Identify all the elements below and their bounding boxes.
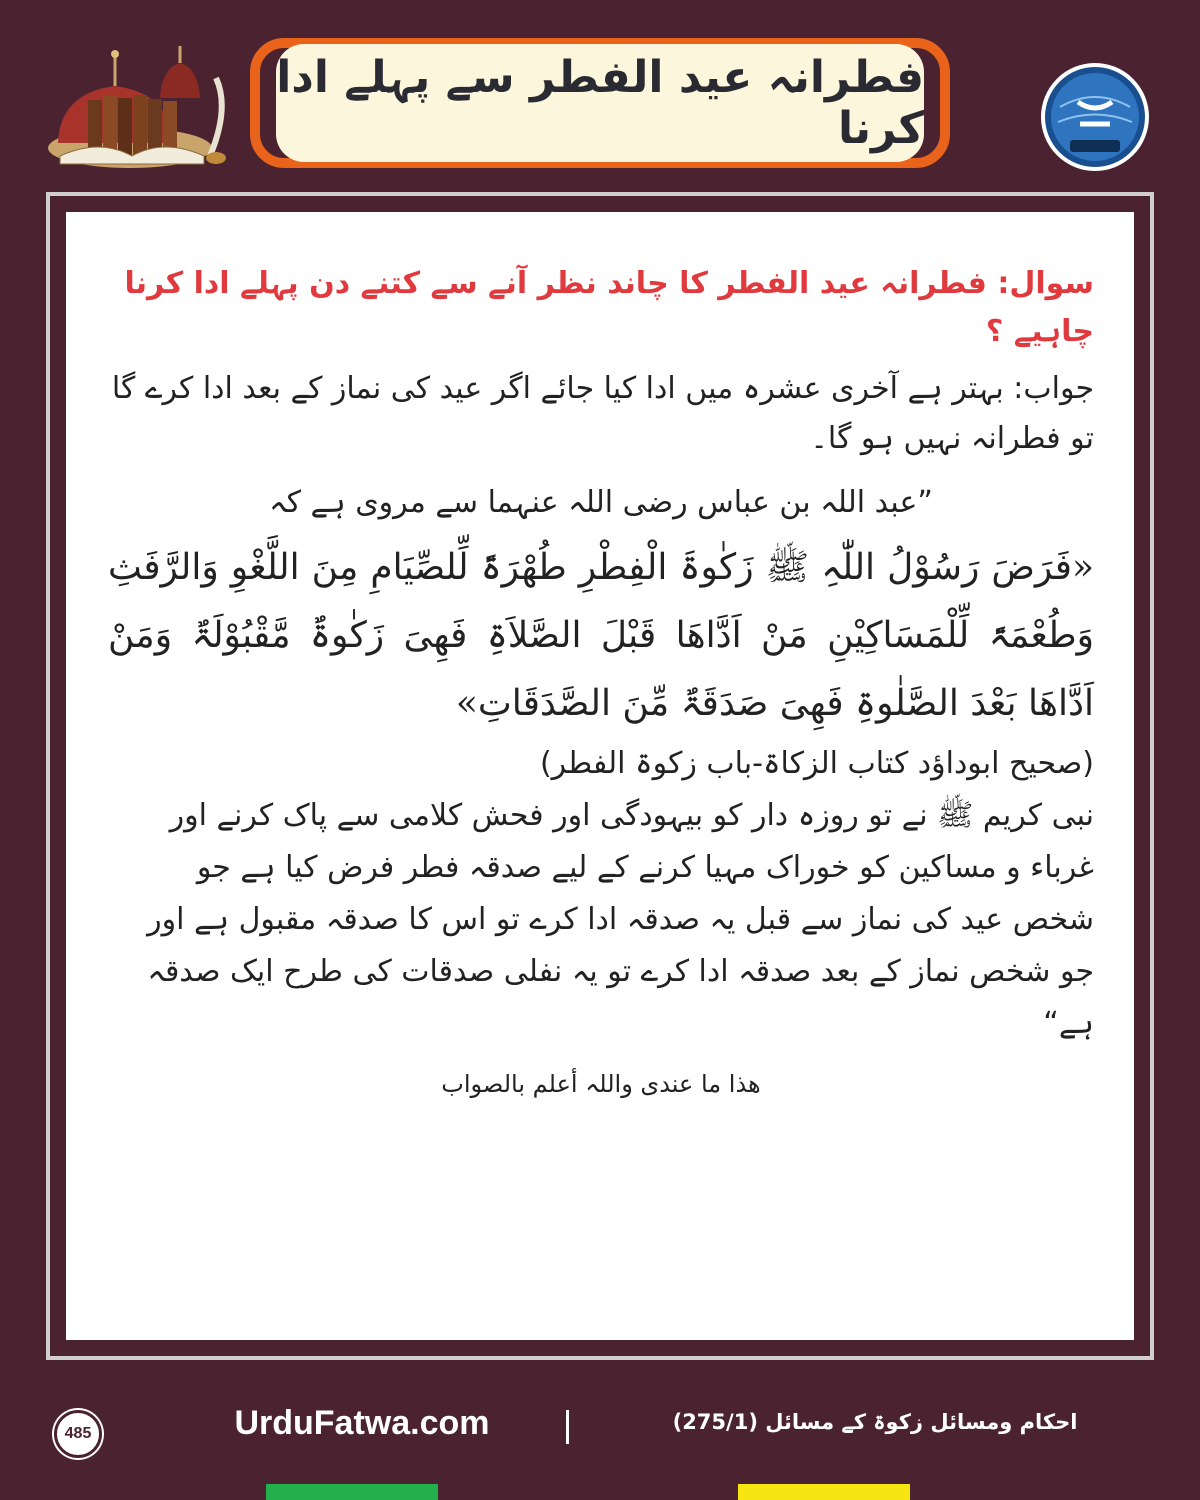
closing-text: ھذا ما عندی واللہ أعلم بالصواب [441, 1070, 761, 1098]
website-link[interactable]: UrduFatwa.com [234, 1404, 490, 1442]
book-reference: احکام ومسائل زکوۃ کے مسائل (275/1) [672, 1410, 1078, 1434]
footer-divider [566, 1410, 569, 1444]
hadith-reference: (صحیح ابوداؤد کتاب الزکاۃ-باب زکوۃ الفطر) [539, 746, 1094, 781]
narration-intro: ”عبد اللہ بن عباس رضی اللہ عنہما سے مروی ہے کہ [269, 485, 933, 520]
content-card [66, 212, 1134, 1340]
explanation-text: نبی کریم ﷺ نے تو روزہ دار کو بیہودگی اور فحش کلامی سے پاک کرنے اور غرباء و مساکین کو خوراک مہیا کرنے کے لیے صدقہ فطر فرض کیا ہے جو شخص عید کی نماز سے قبل یہ صدقہ ادا کرے تو اس کا صدقہ مقبول ہے اور جو شخص نماز کے بعد صدقہ ادا کرے تو یہ نفلی صدقات کی طرح ایک صدقہ ہے“ [147, 798, 1094, 1041]
page-number-badge: 485 [54, 1410, 102, 1458]
hadith-arabic: «فَرَضَ رَسُوْلُ اللّٰہِ ﷺ زَکٰوۃَ الْفِطْرِ طُھْرَۃً لِّلصِّیَامِ مِنَ اللَّغْوِ وَالرَّفَثِ وَطُعْمَۃً لِّلْمَسَاکِیْنِ مَنْ اَدَّاھَا قَبْلَ الصَّلاَۃِ فَھِیَ زَکٰوۃٌ مَّقْبُوْلَۃٌ وَمَنْ اَدَّاھَا بَعْدَ الصَّلٰوۃِ فَھِیَ صَدَقَۃٌ مِّنَ الصَّدَقَاتِ» [108, 547, 1094, 724]
answer-text: جواب: بہتر ہے آخری عشرہ میں ادا کیا جائے اگر عید کی نماز کے بعد ادا کرے گا تو فطرانہ نہیں ہو گا۔ [111, 371, 1094, 456]
page-title: فطرانہ عید الفطر سے پہلے ادا کرنا [276, 52, 924, 154]
title-banner [276, 44, 924, 162]
muhaddis-media-logo-icon [1040, 62, 1150, 172]
books-mosque-logo [40, 38, 240, 178]
green-accent-bar [266, 1484, 438, 1500]
yellow-accent-bar [738, 1484, 910, 1500]
question-text: سوال: فطرانہ عید الفطر کا چاند نظر آنے سے کتنے دن پہلے ادا کرنا چاہیے ؟ [124, 266, 1094, 349]
